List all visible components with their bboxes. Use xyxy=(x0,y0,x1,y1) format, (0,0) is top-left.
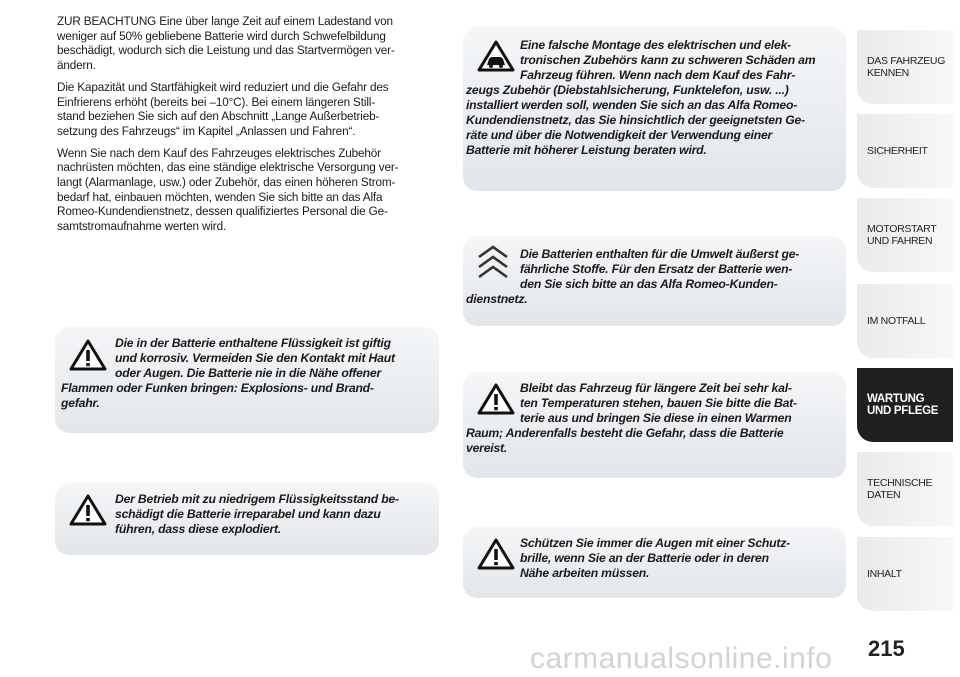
text-line: installiert werden soll, wenden Sie sich an das Alfa Romeo- xyxy=(466,98,798,112)
nav-item-inhalt[interactable] xyxy=(857,537,953,611)
text-line: stand beziehen Sie sich auf den Abschnitt „Lange Außerbetrieb- xyxy=(57,109,380,124)
text-line: brille, wenn Sie an der Batterie oder in deren xyxy=(520,551,769,565)
environment-text xyxy=(466,247,799,307)
page-number: 215 xyxy=(868,636,905,661)
environment-box xyxy=(463,236,846,326)
text-line: Die in der Batterie enthaltene Flüssigkeit ist giftig xyxy=(115,336,391,350)
nav-label: DAS FAHRZEUG xyxy=(867,55,946,67)
warning-text xyxy=(466,536,790,581)
text-line: Eine falsche Montage des elektrischen und elek- xyxy=(520,38,792,52)
text-line: langt (Alarmanlage, usw.) oder Zubehör, das einen höheren Strom- xyxy=(57,175,396,190)
text-line: Wenn Sie nach dem Kauf des Fahrzeuges elektrisches Zubehör xyxy=(57,145,381,160)
text-line: ändern. xyxy=(57,58,96,73)
text-line: bedarf hat, einbauen möchten, wenden Sie sich bitte an das Alfa xyxy=(57,189,383,204)
nav-label: DATEN xyxy=(867,489,901,501)
warning-box-low-level xyxy=(55,483,439,555)
text-line: samtstromaufnahme werten wird. xyxy=(57,219,227,234)
paragraph-accessories xyxy=(57,146,427,234)
warning-text xyxy=(61,492,399,537)
warning-box-eyes xyxy=(463,527,846,598)
text-line: terie aus und bringen Sie diese in einen Warmen xyxy=(520,411,792,425)
text-line: Romeo-Kundendienstnetz, dessen qualifiziertes Personal die Ge- xyxy=(57,204,388,219)
nav-label: IM NOTFALL xyxy=(867,315,926,327)
warning-text xyxy=(466,38,815,158)
nav-item-sicherheit[interactable] xyxy=(857,114,953,188)
text-line: Nähe arbeiten müssen. xyxy=(520,566,650,580)
paragraph-sulfation xyxy=(57,14,427,73)
warning-box-cold xyxy=(463,372,846,478)
text-line: Bleibt das Fahrzeug für längere Zeit bei sehr kal- xyxy=(520,381,792,395)
text-line: weniger auf 50% gebliebene Batterie wird durch Schwefelbildung xyxy=(57,28,386,43)
nav-label: UND PFLEGE xyxy=(867,405,939,417)
text-line: ZUR BEACHTUNG Eine über lange Zeit auf einem Ladestand von xyxy=(57,14,393,28)
text-line: gefahr. xyxy=(61,396,100,410)
text-line: Kundendienstnetz, das Sie hinsichtlich der geeignetsten Ge- xyxy=(466,113,805,127)
chapter-nav xyxy=(857,30,960,630)
text-line: Die Batterien enthalten für die Umwelt äußerst ge- xyxy=(520,247,800,261)
text-line: setzung des Fahrzeugs“ im Kapitel „Anlassen und Fahren“. xyxy=(57,123,356,138)
nav-label: WARTUNG xyxy=(867,393,925,405)
text-line: Schützen Sie immer die Augen mit einer Schutz- xyxy=(520,536,791,550)
nav-label: SICHERHEIT xyxy=(867,145,928,157)
watermark: carmanualsonline.info xyxy=(530,642,833,675)
paragraph-capacity xyxy=(57,80,427,139)
text-line: Der Betrieb mit zu niedrigem Flüssigkeitsstand be- xyxy=(115,492,399,506)
text-line: ten Temperaturen stehen, bauen Sie bitte die Bat- xyxy=(520,396,797,410)
body-text xyxy=(57,14,427,241)
text-line: oder Augen. Die Batterie nie in die Nähe offener xyxy=(115,366,382,380)
warning-text xyxy=(61,336,395,411)
warning-text xyxy=(466,381,797,456)
nav-item-motorstart[interactable] xyxy=(857,198,953,272)
text-line: Batterie mit höherer Leistung beraten wird. xyxy=(466,143,707,157)
nav-label: INHALT xyxy=(867,568,902,580)
text-line: Die Kapazität und Startfähigkeit wird reduziert und die Gefahr des xyxy=(57,79,389,94)
text-line: Fahrzeug führen. Wenn nach dem Kauf des Fahr- xyxy=(520,68,796,82)
text-line: Raum; Anderenfalls besteht die Gefahr, dass die Batterie xyxy=(466,426,784,440)
nav-label: KENNEN xyxy=(867,67,909,79)
text-line: dienstnetz. xyxy=(466,292,528,306)
text-line: nachrüsten möchten, das eine ständige elektrische Versorgung ver- xyxy=(57,160,399,175)
text-line: zeugs Zubehör (Diebstahlsicherung, Funktelefon, usw. ...) xyxy=(466,83,789,97)
nav-item-wartung-pflege[interactable] xyxy=(857,368,953,442)
nav-label: TECHNISCHE xyxy=(867,477,933,489)
nav-label: UND FAHREN xyxy=(867,235,933,247)
text-line: führen, dass diese explodiert. xyxy=(115,522,282,536)
nav-label: MOTORSTART xyxy=(867,223,937,235)
warning-box-mounting xyxy=(463,27,846,191)
warning-box-fluid xyxy=(55,327,439,433)
text-line: schädigt die Batterie irreparabel und kann dazu xyxy=(115,507,381,521)
text-line: tronischen Zubehörs kann zu schweren Schäden am xyxy=(520,53,816,67)
text-line: fährliche Stoffe. Für den Ersatz der Batterie wen- xyxy=(520,262,793,276)
text-line: und korrosiv. Vermeiden Sie den Kontakt mit Haut xyxy=(115,351,395,365)
text-line: Flammen oder Funken bringen: Explosions- und Brand- xyxy=(61,381,374,395)
text-line: vereist. xyxy=(466,441,508,455)
nav-item-im-notfall[interactable] xyxy=(857,284,953,358)
nav-item-technische-daten[interactable] xyxy=(857,452,953,526)
text-line: Einfrierens erhöht (bereits bei –10°C). Bei einem längeren Still- xyxy=(57,94,376,109)
text-line: beschädigt, wodurch sich die Leistung und das Startvermögen ver- xyxy=(57,43,395,58)
text-line: den Sie sich bitte an das Alfa Romeo-Kunden- xyxy=(520,277,778,291)
nav-item-fahrzeug-kennen[interactable] xyxy=(857,30,953,104)
text-line: räte und über die Notwendigkeit der Verwendung einer xyxy=(466,128,773,142)
